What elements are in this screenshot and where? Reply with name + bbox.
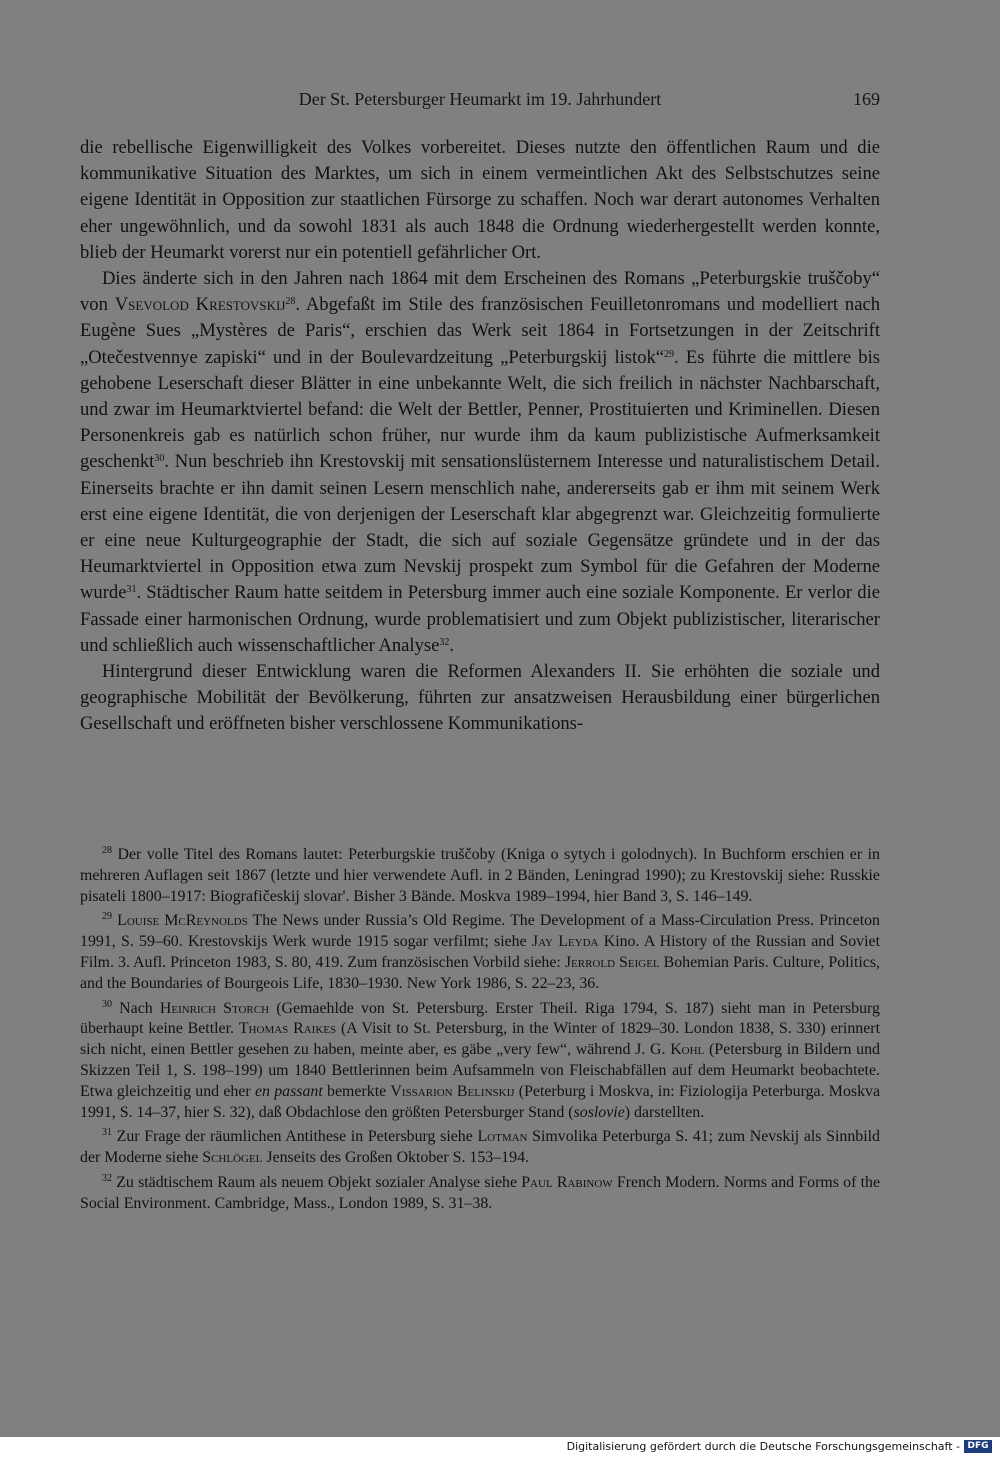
author-name: J. G. Kohl bbox=[635, 1041, 705, 1059]
footnote-number: 30 bbox=[102, 998, 112, 1010]
footnote-text: Bohemian Paris. Culture, Politics, and the Boundaries of Bourgeois Life, 1830–1930. New York 1986, S. 22–23, 36. bbox=[80, 953, 881, 992]
paragraph-2 bbox=[80, 266, 880, 659]
funding-credit: Digitalisierung gefördert durch die Deutsche Forschungsgemeinschaft - bbox=[566, 1440, 960, 1453]
paragraph-1: die rebellische Eigenwilligkeit des Volkes vorbereitet. Dieses nutzte den öffentlichen Raum und die kommunikative Situation des Marktes, um sich in einem vermeintlichen Akt des Selbstschutzes seine eigene Identität in Opposition zur staatlichen Fürsorge zu schaffen. Noch war derart autonomes Verhalten eher ungewöhnlich, und da sowohl 1831 als auch 1848 die Ordnung wiederhergestellt werden konnte, blieb der Heumarkt vorerst nur ein potentiell gefährlicher Ort. bbox=[80, 137, 880, 263]
text-run: . Städtischer Raum hatte seitdem in Petersburg immer auch eine soziale Komponente. Er verlor die Fassade einer harmonischen Ordnung, wurde problematisiert und zum Objekt publizistischer, literarischer und schließlich auch wissenschaftlicher Analyse bbox=[80, 582, 880, 656]
text-run: Dies änderte sich in den Jahren nach 1864 mit dem Erscheinen des Romans „Peterburgskie truščoby“ von bbox=[80, 268, 880, 316]
footnote-text: Zu städtischem Raum als neuem Objekt sozialer Analyse siehe bbox=[116, 1173, 522, 1191]
footnote-text: bemerkte bbox=[322, 1082, 391, 1100]
footnote-text: ) darstellten. bbox=[624, 1103, 705, 1121]
footnote-text: (Peterburg i Moskva, in: Fiziologija Peterburga. Moskva 1991, S. 14–37, hier S. 32), daß Obdachlose den größten Petersburger Stand ( bbox=[80, 1082, 881, 1121]
footnote-text: Simvolika Peterburga S. 41; zum Nevskij als Sinnbild der Moderne siehe bbox=[80, 1128, 880, 1167]
footnote-text: (Gemaehlde von St. Petersburg. Erster Theil. Riga 1794, S. 187) sieht man in Petersburg überhaupt keine Bettler. bbox=[80, 999, 880, 1038]
footnote-32 bbox=[80, 1173, 880, 1215]
paragraph-3: Hintergrund dieser Entwicklung waren die Reformen Alexanders II. Sie erhöhten die soziale und geographische Mobilität der Bevölkerung, führten zur ansatzweisen Herausbildung einer bürgerlichen Gesellschaft und eröffneten bisher verschlossene Kommunikations- bbox=[80, 661, 880, 735]
footnote-text: The News under Russia’s Old Regime. The Development of a Mass-Circulation Press. Princeton 1991, S. 59–60. Krestovskijs Werk wurde 1915 sogar verfilmt; siehe bbox=[80, 912, 881, 951]
author-name: Heinrich Storch bbox=[159, 999, 270, 1017]
footnote-ref-29[interactable]: 29 bbox=[664, 348, 675, 360]
footer-bar bbox=[0, 1437, 1000, 1457]
text-run: . bbox=[449, 634, 455, 656]
author-name: Thomas Raikes bbox=[238, 1020, 337, 1038]
author-name: Jerrold Seigel bbox=[564, 953, 660, 971]
footnote-ref-32[interactable]: 32 bbox=[439, 636, 450, 648]
footnote-text: French Modern. Norms and Forms of the Social Environment. Cambridge, Mass., London 1989, S. 31–38. bbox=[80, 1173, 881, 1212]
author-name: Louise McReynolds bbox=[117, 912, 248, 930]
footnote-text: Nach bbox=[119, 999, 160, 1017]
footnote-28 bbox=[80, 845, 880, 907]
author-name: Lotman bbox=[477, 1128, 528, 1146]
page-number: 169 bbox=[853, 89, 880, 109]
footnote-29 bbox=[80, 911, 880, 994]
text-run: . Nun beschrieb ihn Krestovskij mit sensationslüsternem Interesse und naturalistischem Detail. Einerseits brachte er ihn damit seinen Lesern menschlich nahe, andererseits gab er ihm mit seinem Werk erst eine eigene Identität, die von derjenigen der Leserschaft klar abgegrenzt war. Gleichzeitig formulierte er eine neue Kulturgeographie der Stadt, die sich auf soziale Gegensätze gründete und in der das Heumarktviertel in Opposition etwa zum Nevskij prospekt zum Symbol für die Gefahren der Moderne wurde bbox=[80, 451, 880, 604]
footnote-31 bbox=[80, 1127, 880, 1169]
footnote-number: 28 bbox=[102, 845, 112, 856]
footnote-30 bbox=[80, 999, 880, 1124]
footnote-number: 32 bbox=[102, 1172, 112, 1184]
footnote-number: 31 bbox=[102, 1127, 112, 1139]
author-name: Jay Leyda bbox=[531, 933, 599, 951]
page-header bbox=[80, 86, 880, 112]
author-name: Paul Rabinow bbox=[521, 1173, 613, 1191]
text-run: . Es führte die mittlere bis gehobene Leserschaft dieser Blätter in eine unbekannte Welt, die sich freilich in nächster Nachbarschaft, und zwar im Heumarktviertel befand: die Welt der Bettler, Penner, Prostituierten und Kriminellen. Diesen Personenkreis gab es natürlich schon früher, nur wurde ihm da kaum publizistische Aufmerksamkeit geschenkt bbox=[80, 346, 880, 473]
author-name: Vissarion Belinskij bbox=[390, 1082, 515, 1100]
text-run: . Abgefaßt im Stile des französischen Feuilletonromans und modelliert nach Eugène Sues „Mystères de Paris“, erschien das Werk seit 1864 in Fortsetzungen in der Zeitschrift „Otečestvennye zapiski“ und in der Boulevardzeitung „Peterburgskij listok“ bbox=[80, 294, 880, 368]
author-name: Schlögel bbox=[202, 1149, 263, 1167]
footnote-text: (Petersburg in Bildern und Skizzen Teil 1, S. 198–199) um 1840 Bettlerinnen beim Aufsammeln von Fleischabfällen auf dem Heumarkt beobachtete. Etwa gleichzeitig und eher bbox=[80, 1041, 880, 1100]
running-title: Der St. Petersburger Heumarkt im 19. Jahrhundert bbox=[298, 89, 662, 109]
footnote-text: Jenseits des Großen Oktober S. 153–194. bbox=[262, 1149, 529, 1167]
footnote-ref-30[interactable]: 30 bbox=[154, 453, 165, 465]
footnote-text: (A Visit to St. Petersburg, in the Winter of 1829–30. London 1838, S. 330) erinnert sich nicht, einen Bettler gesehen zu haben, meinte aber, es gäbe „very few“, während bbox=[80, 1020, 880, 1059]
main-text bbox=[80, 135, 880, 738]
italic-text: en passant bbox=[254, 1082, 323, 1100]
author-name: Vsevolod Krestovskij bbox=[114, 294, 286, 316]
footnote-number: 29 bbox=[102, 911, 112, 923]
footnote-text: Zur Frage der räumlichen Antithese in Petersburg siehe bbox=[116, 1128, 478, 1146]
footnote-ref-31[interactable]: 31 bbox=[126, 584, 137, 596]
italic-text: soslovie bbox=[573, 1103, 625, 1121]
footnote-text: Der volle Titel des Romans lautet: Peterburgskie truščoby (Kniga o sytych i golodnych). In Buchform erschien er in mehreren Auflagen seit 1867 (letzte und hier verwendete Aufl. in 2 Bänden, Leningrad 1990); zu Krestovskij siehe: Russkie pisateli 1800–1917: Biografičeskij slovar'. Bisher 3 Bände. Moskva 1989–1994, hier Band 3, S. 146–149. bbox=[80, 846, 880, 905]
footnote-text: Kino. A History of the Russian and Soviet Film. 3. Aufl. Princeton 1983, S. 80, 419. Zum französischen Vorbild siehe: bbox=[80, 933, 881, 971]
footnotes bbox=[80, 845, 880, 1219]
footnote-ref-28[interactable]: 28 bbox=[285, 296, 296, 308]
dfg-logo: DFG bbox=[964, 1440, 992, 1453]
